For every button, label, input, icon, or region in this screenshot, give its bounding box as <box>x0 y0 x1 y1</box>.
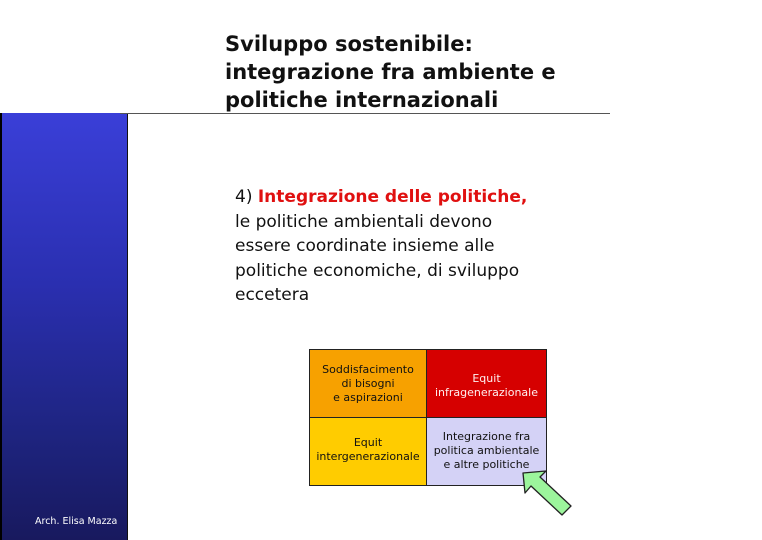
grid-cell-intragenerational <box>427 350 546 418</box>
cell-text: di bisogni <box>341 377 395 390</box>
item-number: 4) <box>235 187 253 207</box>
cell-text: Soddisfacimento <box>322 363 414 376</box>
title-line: Sviluppo sostenibile: <box>225 32 473 56</box>
body-line: essere coordinate insieme alle <box>235 236 495 256</box>
grid-cell-needs <box>310 350 427 418</box>
cell-text: e aspirazioni <box>333 391 403 404</box>
grid-cell-intergenerational <box>310 418 427 485</box>
title-line: integrazione fra ambiente e <box>225 60 556 84</box>
body-line: politiche economiche, di sviluppo <box>235 260 520 281</box>
cell-text: intergenerazionale <box>316 450 420 463</box>
body-line: le politiche ambientali devono <box>235 211 493 232</box>
body-heading-line <box>235 185 615 210</box>
author-label: Arch. Elisa Mazza <box>35 516 118 527</box>
cell-text: Equit <box>472 372 501 385</box>
cell-text: infragenerazionale <box>434 386 538 399</box>
pointer-arrow-icon <box>519 466 575 518</box>
concept-grid <box>309 349 547 486</box>
cell-text: e altre politiche <box>443 458 530 471</box>
slide-title <box>225 30 625 114</box>
body-line: eccetera <box>235 285 310 305</box>
cell-text: Equit <box>353 436 383 449</box>
title-line: politiche internazionali <box>225 88 499 112</box>
sidebar-panel <box>0 113 128 540</box>
slide-body <box>235 185 615 308</box>
cell-text: Integrazione fra <box>442 430 531 443</box>
highlight-text: Integrazione delle politiche, <box>257 187 528 207</box>
cell-text: politica ambientale <box>433 444 540 457</box>
